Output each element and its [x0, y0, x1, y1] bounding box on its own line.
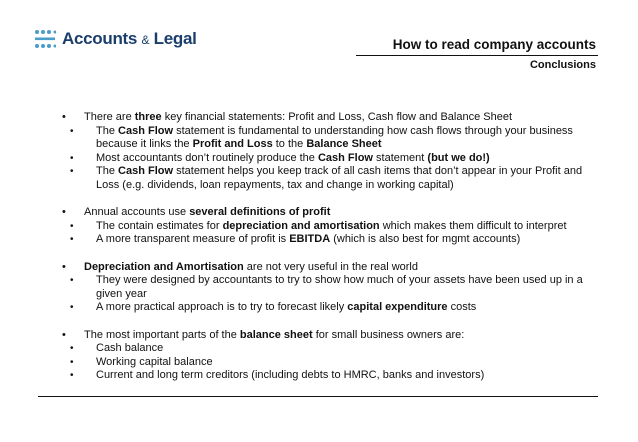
bullet-icon: • [70, 234, 74, 245]
text-run: The most important parts of the [84, 328, 240, 341]
text-run: The [96, 124, 119, 137]
text-run: to the [272, 138, 307, 150]
title-divider [356, 55, 598, 56]
bullet-icon: • [70, 302, 74, 313]
bullet-icon: • [70, 370, 74, 381]
bullet-icon: • [62, 111, 66, 123]
bullet-icon: • [70, 152, 74, 164]
sub-bullet-item [70, 152, 607, 166]
text-run: key financial statements: Profit and Loss, Cash flow and Balance Sheet [161, 111, 513, 123]
bullet-icon: • [62, 206, 66, 218]
bullet-text [84, 329, 464, 341]
logo-word-accounts: Accounts [62, 29, 138, 48]
sub-bullet-text [96, 369, 484, 381]
bullet-icon: • [70, 220, 74, 232]
logo [34, 28, 197, 50]
page-title: How to read company accounts [392, 37, 596, 52]
bold-text: three [134, 111, 162, 123]
bullet-icon: • [70, 275, 74, 286]
page-subtitle: Conclusions [529, 59, 596, 71]
text-run: Current and long term creditors (including debts to HMRC, banks and investors) [96, 369, 485, 381]
text-run: There are [84, 111, 135, 123]
text-run: statement [372, 151, 428, 164]
bullet-text [84, 111, 512, 123]
text-run: which makes them difficult to interpret [379, 219, 567, 232]
sub-bullet-item [70, 220, 607, 234]
bold-text: several definitions of profit [189, 206, 331, 218]
text-run: Annual accounts use [84, 206, 190, 218]
sub-bullet-text [96, 356, 213, 368]
bold-text: Profit and Loss [192, 138, 273, 150]
bullet-icon: • [70, 166, 74, 177]
sub-bullet-text [96, 220, 567, 232]
bold-text: Depreciation and Amortisation [84, 260, 244, 273]
bullet-section [62, 261, 607, 315]
text-run: (which is also best for mgmt accounts) [330, 233, 521, 245]
bullet-item [62, 206, 607, 220]
sub-bullet-item [70, 125, 607, 152]
sub-bullet-text [96, 301, 476, 313]
bullet-section [62, 206, 607, 247]
bullet-item [62, 329, 607, 343]
sub-bullet-item [70, 165, 607, 192]
footer-divider [38, 396, 598, 397]
text-run: statement is fundamental to understanding how cash flows through your business because it links the [96, 124, 573, 150]
bullet-item [62, 261, 607, 275]
bold-text: Balance Sheet [306, 138, 382, 150]
bold-text: EBITDA [289, 233, 331, 245]
bold-text: Cash Flow [118, 124, 174, 137]
sub-bullet-item [70, 342, 607, 356]
text-run: Most accountants don’t routinely produce the [96, 151, 318, 164]
text-run: The contain estimates for [96, 219, 223, 232]
bold-text: capital expenditure [347, 301, 448, 313]
text-run: costs [447, 301, 477, 313]
sub-bullet-text [96, 233, 520, 245]
text-run: A more practical approach is to try to forecast likely [96, 301, 348, 313]
logo-dots-icon [34, 28, 56, 50]
text-run: The [96, 165, 119, 177]
text-run: for small business owners are: [312, 328, 465, 341]
bullet-list [62, 111, 607, 397]
bullet-icon: • [70, 125, 74, 137]
sub-bullet-text [96, 274, 583, 300]
bullet-icon: • [70, 356, 74, 368]
text-run: Cash balance [96, 342, 164, 354]
bold-text: (but we do!) [427, 151, 490, 164]
text-run: statement helps you keep track of all cash items that don’t appear in your Profit and Loss (e.g. dividends, loan repayments, tax and change in working capital) [96, 165, 583, 191]
logo-word-legal: Legal [153, 29, 197, 48]
sub-bullet-item [70, 274, 607, 301]
bold-text: Cash Flow [317, 151, 373, 164]
sub-bullet-item [70, 233, 607, 247]
bullet-text [84, 261, 418, 273]
bullet-section [62, 329, 607, 383]
sub-bullet-text [96, 125, 573, 151]
sub-bullet-item [70, 369, 607, 383]
sub-bullet-text [96, 165, 582, 191]
bullet-icon: • [62, 260, 66, 273]
bullet-icon: • [62, 328, 66, 341]
sub-bullet-text [96, 342, 163, 354]
bold-text: balance sheet [239, 328, 313, 341]
bullet-icon: • [70, 343, 74, 354]
text-run: are not very useful in the real world [243, 260, 418, 273]
sub-bullet-item [70, 356, 607, 370]
sub-bullet-text [96, 152, 490, 164]
logo-ampersand: & [141, 33, 150, 47]
bold-text: Cash Flow [118, 165, 174, 177]
bold-text: depreciation and amortisation [222, 219, 380, 232]
sub-bullet-item [70, 301, 607, 315]
logo-text [62, 29, 197, 49]
text-run: They were designed by accountants to try to show how much of your assets have been used up in a given year [96, 274, 583, 300]
bullet-text [84, 206, 330, 218]
bullet-section [62, 111, 607, 192]
bullet-item [62, 111, 607, 125]
text-run: A more transparent measure of profit is [96, 233, 290, 245]
text-run: Working capital balance [96, 355, 213, 368]
